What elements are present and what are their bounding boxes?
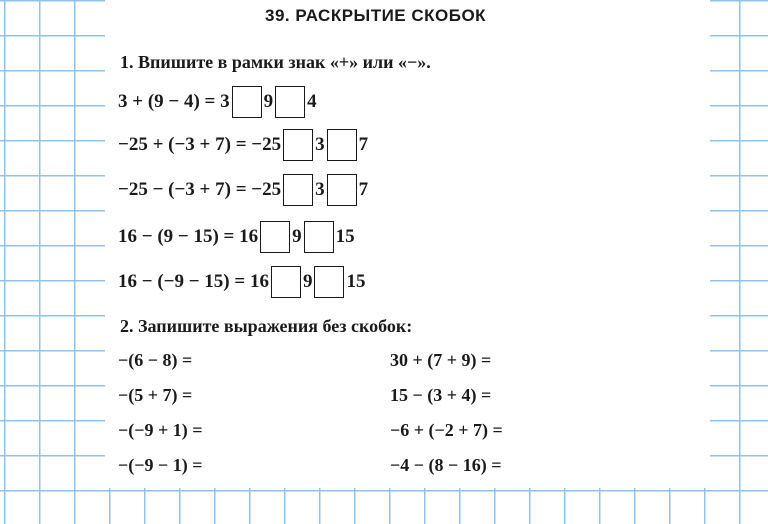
equation-right: 7: [358, 179, 369, 200]
equation-left: 16 − (−9 − 15) = 16: [118, 271, 269, 292]
equation-mid: 9: [292, 226, 302, 247]
sign-box[interactable]: [304, 221, 334, 253]
sign-box[interactable]: [283, 174, 313, 206]
equation-right: 4: [307, 91, 317, 112]
task1-heading: 1. Впишите в рамки знак «+» или «−».: [120, 52, 431, 72]
equation-row: [118, 219, 355, 255]
sign-box[interactable]: [327, 174, 357, 206]
page-title: 39. РАСКРЫТИЕ СКОБОК: [265, 6, 487, 25]
expression-right: −4 − (8 − 16) =: [390, 455, 502, 475]
equation-right: 15: [335, 226, 355, 247]
equation-left: −25 + (−3 + 7) = −25: [118, 134, 282, 155]
sign-box[interactable]: [260, 221, 290, 253]
sign-box[interactable]: [327, 129, 357, 161]
equation-row: [118, 264, 365, 300]
expression-left: −(−9 − 1) =: [118, 455, 203, 475]
sign-box[interactable]: [283, 129, 313, 161]
task2-heading: 2. Запишите выражения без скобок:: [120, 316, 413, 336]
sign-box[interactable]: [275, 86, 305, 118]
equation-row: [118, 172, 368, 208]
sign-box[interactable]: [314, 266, 344, 298]
expression-left: −(−9 + 1) =: [118, 420, 203, 440]
equation-mid: 3: [315, 179, 325, 200]
expression-right: 15 − (3 + 4) =: [390, 385, 492, 405]
equation-row: [118, 84, 317, 120]
expression-right: 30 + (7 + 9) =: [390, 350, 492, 370]
sign-box[interactable]: [271, 266, 301, 298]
equation-left: 3 + (9 − 4) = 3: [118, 91, 230, 112]
equation-right: 7: [358, 134, 369, 155]
equation-left: −25 − (−3 + 7) = −25: [118, 179, 282, 200]
expression-left: −(5 + 7) =: [118, 385, 193, 405]
sign-box[interactable]: [232, 86, 262, 118]
equation-mid: 9: [263, 91, 274, 112]
equation-left: 16 − (9 − 15) = 16: [118, 226, 259, 247]
equation-right: 15: [346, 271, 366, 292]
equation-row: [118, 127, 368, 163]
equation-mid: 3: [315, 134, 325, 155]
expression-right: −6 + (−2 + 7) =: [390, 420, 503, 440]
expression-left: −(6 − 8) =: [118, 350, 193, 370]
equation-mid: 9: [302, 271, 313, 292]
